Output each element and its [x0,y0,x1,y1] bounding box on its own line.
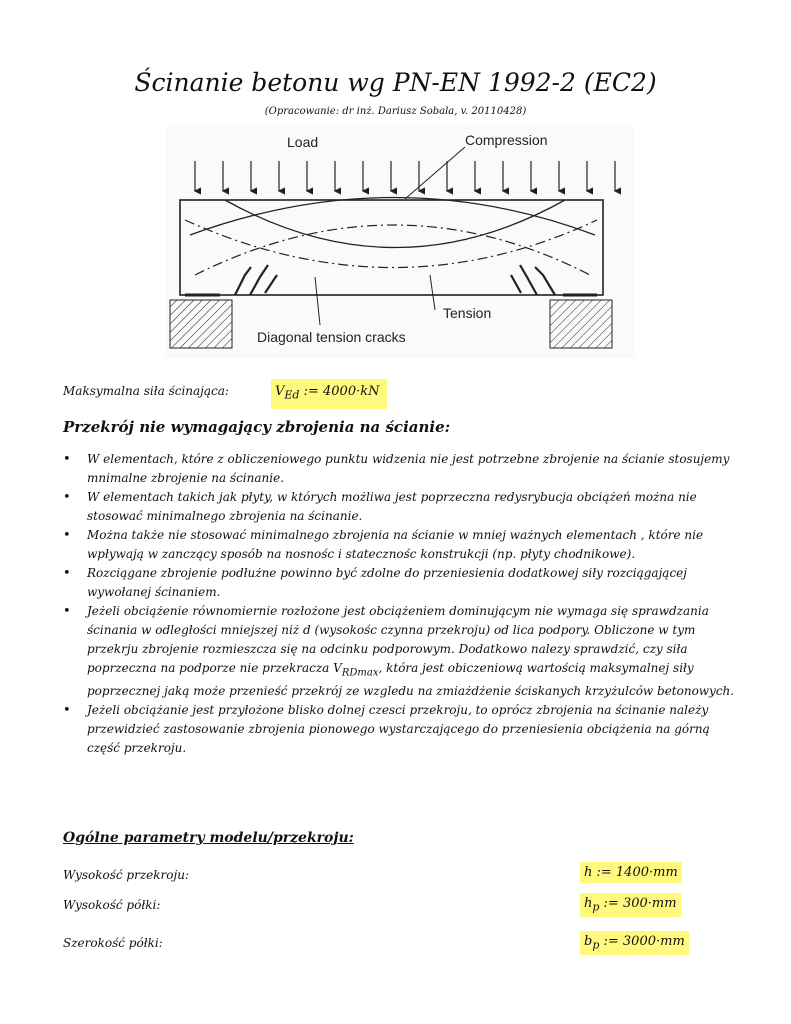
section-heading-parameters: Ogólne parametry modelu/przekroju: [63,830,354,846]
list-item-text: Jeżeli obciążanie jest przyłożone blisko dolnej czesci przekroju, to oprócz zbrojenia na ścinanie należy przewidzieć zastosowanie zbrojenia pionowego wystarczającego do przeniesienia obciążenia na górną część przekroju. [87,703,710,756]
list-item-text: W elementach takich jak płyty, w których możliwa jest poprzeczna redysrybucja obciążeń można nie stosować minimalnego zbrojenia na ścinanie. [87,490,697,523]
param-label-flange-width: Szerokość półki: [63,936,163,950]
param-subscript: p [592,938,600,952]
beam-diagram [165,125,635,358]
shear-force-subscript: Ed [284,388,300,402]
param-value-flange-width[interactable] [580,931,689,955]
shear-force-symbol: V [275,384,285,399]
cracks-label: Diagonal tension cracks [257,329,406,345]
list-item [63,701,743,758]
param-value-flange-height[interactable] [580,893,681,917]
page-subtitle: (Opracowanie: dr inż. Dariusz Sobala, v. 20110428) [264,106,527,117]
list-item [63,564,743,602]
beam-figure [165,125,635,358]
list-item [63,488,743,526]
shear-force-value[interactable] [271,379,387,409]
param-symbol: h [584,896,593,911]
shear-force-label: Maksymalna siła ścinająca: [63,384,229,398]
page-title: Ścinanie betonu wg PN-EN 1992-2 (EC2) [134,68,657,97]
list-item-text: Rozciągane zbrojenie podłużne powinno być zdolne do przeniesienia dodatkowej siły rozciągającej wywołanej ścinaniem. [87,566,687,599]
param-label-height: Wysokość przekroju: [63,868,189,882]
compression-label: Compression [465,132,548,148]
param-symbol: h [584,865,593,880]
section-heading-no-reinforcement: Przekrój nie wymagający zbrojenia na ścianie: [63,418,451,436]
list-item-text-tail: , która jest obiczeniową wartością maksymalnej siły poprzecznej jaką może przenieść przekrój ze wzgledu na zmiażdżenie ściskanych krzyżulców betonowych. [87,661,735,699]
param-value-height[interactable] [580,862,682,883]
list-item [63,602,743,701]
load-label: Load [287,134,319,150]
bullet-list [63,450,743,758]
tension-label: Tension [443,305,492,321]
list-item [63,526,743,564]
list-item-text: W elementach, które z obliczeniowego punktu widzenia nie jest potrzebne zbrojenie na ścianie stosujemy mnimalne zbrojenie na ścinanie. [87,452,730,485]
param-symbol: b [584,934,593,949]
param-expression: := 1400·mm [592,865,678,880]
shear-force-expression: := 4000·kN [299,384,380,399]
param-subscript: p [592,900,600,914]
param-expression: := 3000·mm [599,934,685,949]
param-expression: := 300·mm [599,896,677,911]
param-label-flange-height: Wysokość półki: [63,898,161,912]
list-item [63,450,743,488]
list-item-text: Jeżeli obciążenie równomiernie rozłożone jest obciążeniem dominującym nie wymaga się sprawdzania ścinania w odległości mniejszej niż d (wysokośc czynna przekroju) od lica podpory. Obliczone w tym przekrju zbrojenie rozmieszcza się na odcinku podporowym. Dodatkowo nalezy sprawdzić, czy siła poprzeczna na podporze nie przekracza V [87,604,709,675]
list-item-text: Można także nie stosować minimalnego zbrojenia na ścianie w mniej ważnych elementach , które nie wpływają w zanczący sposób na nosnośc i statecznośc konstrukcji (np. płyty chodnikowe). [87,528,704,561]
vrd-subscript: RDmax [341,667,379,679]
